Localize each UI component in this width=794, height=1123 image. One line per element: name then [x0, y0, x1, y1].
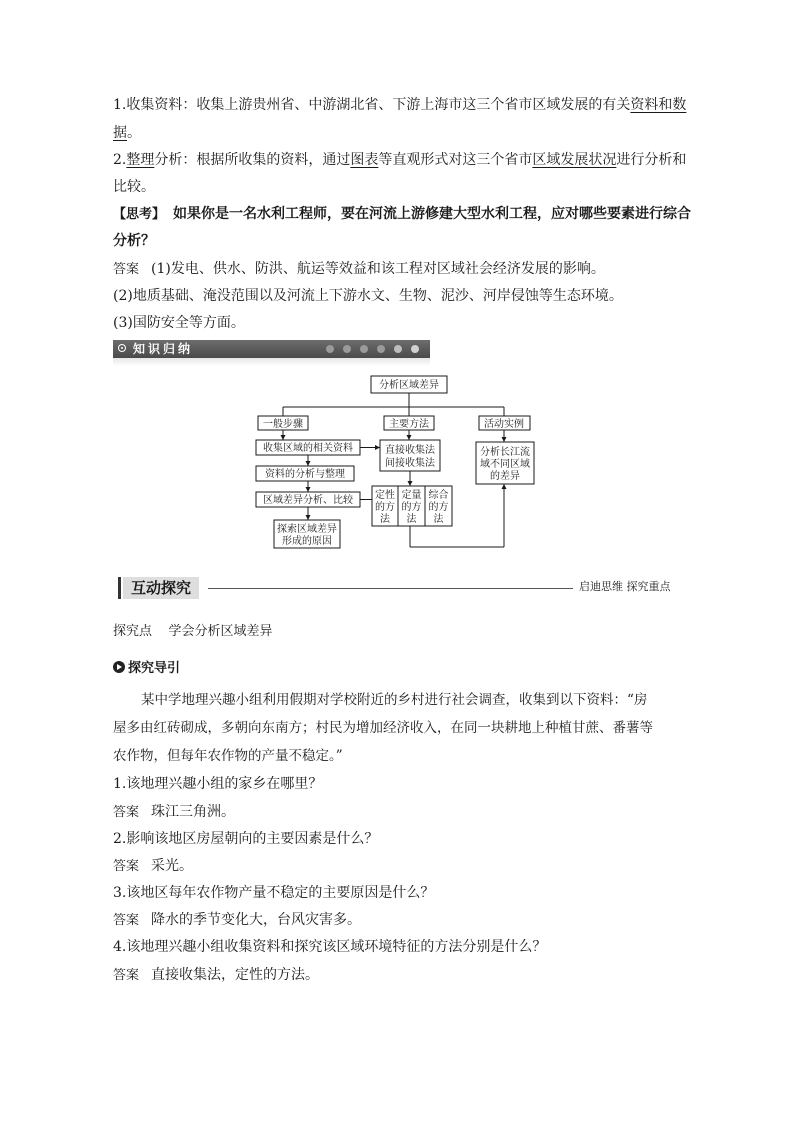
diagram-step4-text: 探索区域差异 [277, 524, 337, 535]
explore-question-1: 1.该地理兴趣小组的家乡在哪里？ [113, 776, 323, 792]
explore-answer-3: 答案 降水的季节变化大，台风灾害多。 [113, 912, 362, 928]
section-accent-bar [118, 577, 121, 599]
explore-question-2: 2.影响该地区房屋朝向的主要因素是什么？ [113, 831, 379, 847]
think-question-1: 【思考】 如果你是一名水利工程师，要在河流上游修建大型水利工程，应对哪些要素进行综合 [113, 206, 692, 222]
explore-para-1: 某中学地理兴趣小组利用假期对学校附近的乡村进行社会调查，收集到以下资料：“房 [141, 692, 648, 708]
diagram-comb-text: 的方 [428, 502, 449, 513]
explore-para-3: 农作物，但每年农作物的产量不稳定。” [113, 748, 343, 764]
diagram-root-text: 分析区域差异 [379, 380, 439, 391]
progress-dot [411, 345, 419, 353]
explore-answer-1: 答案 珠江三角洲。 [113, 804, 236, 820]
diagram-col2-text: 主要方法 [389, 419, 429, 430]
diagram-col1-text: 一般步骤 [263, 419, 303, 430]
play-circle-icon [113, 661, 125, 673]
section-title: 互动探究 [123, 577, 199, 599]
diagram-method1-text: 直接收集法 [385, 445, 435, 456]
answer-label: 答案 [113, 913, 140, 928]
target-icon [118, 344, 126, 352]
explore-question-4: 4.该地理兴趣小组收集资料和探究该区域环境特征的方法分别是什么？ [113, 939, 547, 955]
progress-dot [394, 345, 402, 353]
answer-label: 答案 [113, 805, 140, 820]
diagram-qual-text: 的方 [375, 502, 395, 513]
diagram-step3-text: 区域差异分析、比较 [263, 495, 353, 506]
explore-answer-4: 答案 直接收集法，定性的方法。 [113, 967, 320, 983]
diagram-example-text: 的差异 [490, 471, 520, 482]
diagram-comb-text: 综合 [428, 490, 449, 501]
knowledge-band-shadow [113, 358, 430, 366]
diagram-method1-text: 间接收集法 [385, 458, 435, 469]
section-subtitle: 启迪思维 探究重点 [579, 580, 671, 593]
answer-label: 答案 [113, 262, 140, 277]
diagram-step1-text: 收集区域的相关资料 [263, 443, 353, 454]
answer-label: 答案 [113, 859, 140, 874]
think-answer-3: (3)国防安全等方面。 [113, 315, 245, 331]
diagram-step4-text: 形成的原因 [282, 536, 332, 547]
diagram-example-text: 域不同区域 [480, 459, 530, 470]
think-answer-1: 答案 (1)发电、供水、防洪、航运等效益和该工程对区域社会经济发展的影响。 [113, 261, 605, 277]
knowledge-diagram [250, 374, 550, 554]
progress-dot [377, 345, 385, 353]
para-line-2: 据。 [113, 125, 141, 141]
diagram-quant-text: 法 [406, 514, 417, 525]
knowledge-label: 知识归纳 [133, 342, 194, 356]
knowledge-band [113, 340, 430, 358]
explore-question-3: 3.该地区每年农作物产量不稳定的主要原因是什么？ [113, 885, 435, 901]
para-line-4: 比较。 [113, 179, 155, 195]
progress-dot [326, 345, 334, 353]
para-line-3: 2.整理分析：根据所收集的资料，通过图表等直观形式对这三个省市区域发展状况进行分析和 [113, 152, 687, 168]
para-line-1: 1.收集资料：收集上游贵州省、中游湖北省、下游上海市这三个省市区域发展的有关资料和数 [113, 97, 687, 113]
think-tag: 【思考】 [113, 207, 166, 222]
explore-answer-2: 答案 采光。 [113, 858, 194, 874]
explore-point: 探究点 学会分析区域差异 [113, 624, 273, 639]
diagram-qual-text: 法 [380, 514, 390, 525]
diagram-qual-text: 定性 [375, 490, 395, 501]
diagram-example-text: 分析长江流 [480, 447, 530, 458]
think-answer-2: (2)地质基础、淹没范围以及河流上下游水文、生物、泥沙、河岸侵蚀等生态环境。 [113, 288, 623, 304]
diagram-col3-text: 活动实例 [484, 419, 524, 430]
diagram-comb-text: 法 [433, 514, 444, 525]
think-question-2: 分析？ [113, 233, 155, 249]
explore-guide: 探究导引 [113, 658, 180, 679]
answer-label: 答案 [113, 968, 140, 983]
diagram-step2-text: 资料的分析与整理 [265, 469, 345, 480]
progress-dot [360, 345, 368, 353]
explore-para-2: 屋多由红砖砌成，多朝向东南方；村民为增加经济收入，在同一块耕地上种植甘蔗、番薯等 [113, 720, 653, 736]
diagram-quant-text: 定量 [401, 490, 422, 501]
section-rule [208, 588, 573, 589]
progress-dot [343, 345, 351, 353]
diagram-quant-text: 的方 [401, 502, 422, 513]
